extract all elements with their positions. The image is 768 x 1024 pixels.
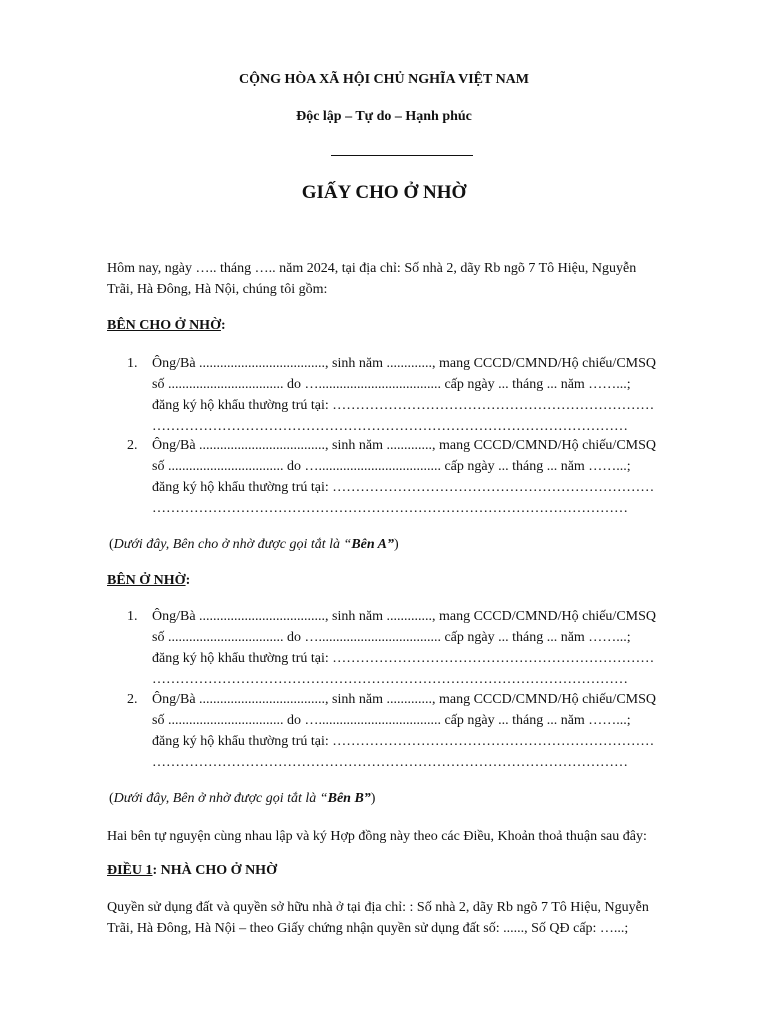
document-title: GIẤY CHO Ở NHỜ (301, 182, 467, 203)
person-line-continuation: ………………………………………………………………………………………… (152, 672, 628, 687)
party-a-heading (107, 318, 226, 334)
article-1-title: : NHÀ CHO Ở NHỜ (152, 863, 277, 878)
person-line-residence: đăng ký hộ khẩu thường trú tại: …………………………………………………………… (152, 734, 655, 749)
intro-line-2: Trãi, Hà Đông, Hà Nội, chúng tôi gồm: (107, 282, 328, 297)
agreement-paragraph (107, 826, 697, 847)
note-text: Dưới đây, Bên ở nhờ được gọi tắt là “ (113, 791, 328, 806)
person-line-name: Ông/Bà ...................................., sinh năm ............., mang CCCD/CMND/Hộ chiếu/CMSQ (152, 438, 657, 453)
person-line-continuation: ………………………………………………………………………………………… (152, 755, 628, 770)
party-b-heading-colon: : (185, 573, 191, 588)
person-line-residence: đăng ký hộ khẩu thường trú tại: …………………………………………………………… (152, 398, 655, 413)
note-open-paren: ( (109, 791, 114, 806)
article-1-line-2: Trãi, Hà Đông, Hà Nội – theo Giấy chứng nhận quyền sử dụng đất số: ......, Số QĐ cấp: …...; (107, 921, 629, 936)
nation-header: CỘNG HÒA XÃ HỘI CHỦ NGHĨA VIỆT NAM (238, 72, 529, 87)
party-a-heading-text: BÊN CHO Ở NHỜ (107, 318, 221, 333)
party-b-number-1: 1. (127, 609, 138, 624)
party-a-person-1 (152, 353, 697, 437)
person-line-name: Ông/Bà ...................................., sinh năm ............., mang CCCD/CMND/Hộ chiếu/CMSQ (152, 692, 657, 707)
note-open-paren: ( (109, 537, 114, 552)
party-a-heading-colon: : (220, 318, 226, 333)
intro-line-1: Hôm nay, ngày ….. tháng ….. năm 2024, tại địa chỉ: Số nhà 2, dãy Rb ngõ 7 Tô Hiệu, Nguyễn (107, 261, 637, 276)
person-line-continuation: ………………………………………………………………………………………… (152, 419, 628, 434)
party-a-person-2 (152, 435, 697, 519)
note-party-alias: Bên A” (351, 537, 394, 552)
party-b-person-2 (152, 689, 697, 773)
motto-header: Độc lập – Tự do – Hạnh phúc (296, 109, 472, 124)
person-line-residence: đăng ký hộ khẩu thường trú tại: …………………………………………………………… (152, 651, 655, 666)
intro-paragraph (107, 258, 697, 300)
article-1-paragraph (107, 897, 697, 939)
person-line-id: số ................................. do …................................... cấp ngày ... tháng ... năm ……...; (152, 459, 631, 474)
party-b-note (109, 791, 375, 807)
party-a-number-2: 2. (127, 438, 138, 453)
party-b-person-1 (152, 606, 697, 690)
note-party-alias: Bên B” (327, 791, 371, 806)
article-1-label: ĐIỀU 1 (107, 863, 153, 878)
article-1-line-1: Quyền sử dụng đất và quyền sở hữu nhà ở tại địa chỉ: : Số nhà 2, dãy Rb ngõ 7 Tô Hiệu, Nguyễn (107, 900, 649, 915)
party-b-number-2: 2. (127, 692, 138, 707)
party-b-heading (107, 573, 190, 589)
party-a-note (109, 537, 399, 553)
party-b-heading-text: BÊN Ở NHỜ (107, 573, 186, 588)
person-line-id: số ................................. do …................................... cấp ngày ... tháng ... năm ……...; (152, 630, 631, 645)
agreement-text: Hai bên tự nguyện cùng nhau lập và ký Hợp đồng này theo các Điều, Khoản thoả thuận sau đây: (107, 829, 647, 844)
party-a-number-1: 1. (127, 356, 138, 371)
header-divider (331, 155, 473, 156)
person-line-continuation: ………………………………………………………………………………………… (152, 501, 628, 516)
note-text: Dưới đây, Bên cho ở nhờ được gọi tắt là “ (113, 537, 352, 552)
person-line-id: số ................................. do …................................... cấp ngày ... tháng ... năm ……...; (152, 377, 631, 392)
article-1-heading (107, 863, 277, 879)
person-line-residence: đăng ký hộ khẩu thường trú tại: …………………………………………………………… (152, 480, 655, 495)
person-line-name: Ông/Bà ...................................., sinh năm ............., mang CCCD/CMND/Hộ chiếu/CMSQ (152, 609, 657, 624)
note-close-paren: ) (370, 791, 376, 806)
note-close-paren: ) (393, 537, 399, 552)
person-line-id: số ................................. do …................................... cấp ngày ... tháng ... năm ……...; (152, 713, 631, 728)
person-line-name: Ông/Bà ...................................., sinh năm ............., mang CCCD/CMND/Hộ chiếu/CMSQ (152, 356, 657, 371)
